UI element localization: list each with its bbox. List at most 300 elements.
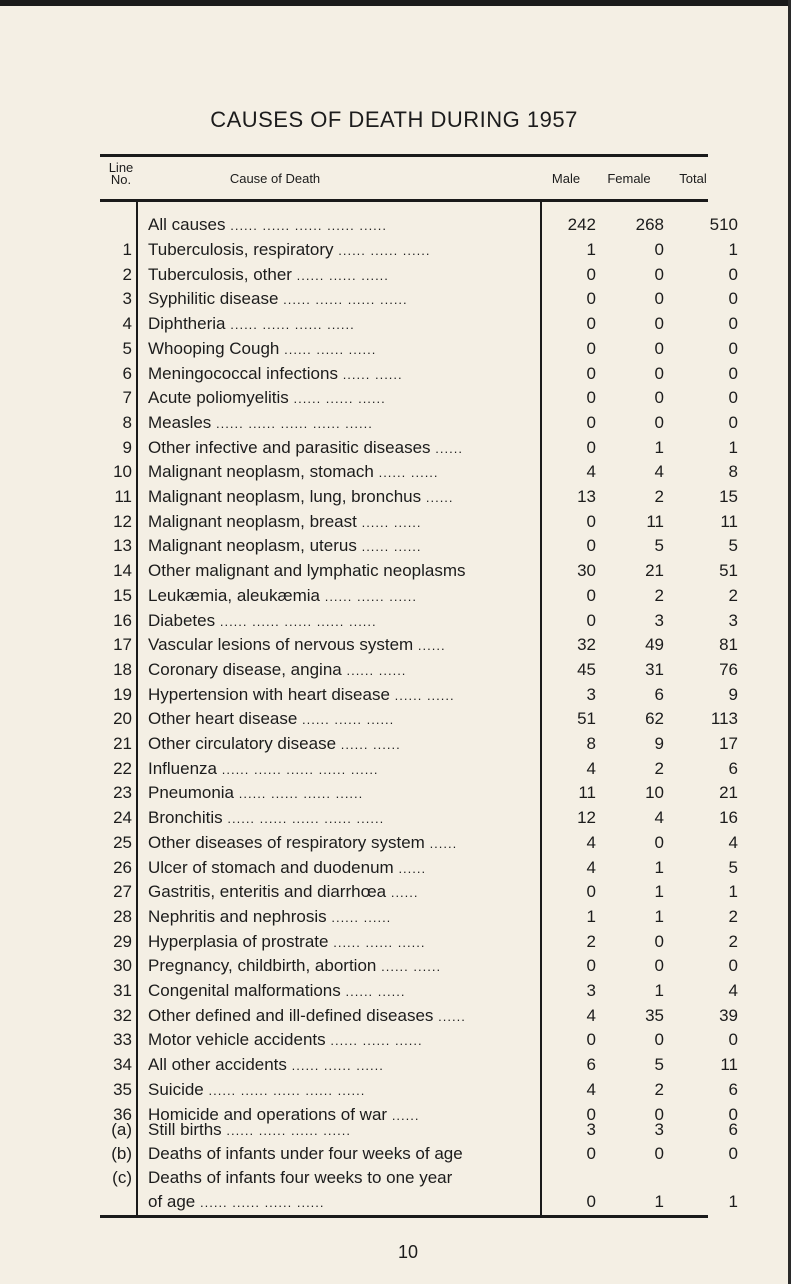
row-number: 21: [113, 734, 132, 753]
female-count: 6: [654, 684, 664, 704]
cause-of-death: [148, 929, 528, 955]
male-count: 3: [586, 684, 596, 704]
cause-of-death: [148, 682, 528, 708]
header-female: Female: [607, 171, 651, 186]
female-count: 10: [645, 783, 664, 803]
cause-of-death: [148, 237, 528, 263]
male-count: 0: [586, 314, 596, 334]
female-count: 3: [654, 610, 664, 630]
male-count: 1: [586, 240, 596, 259]
cause-of-death: [148, 780, 528, 806]
male-count: 0: [586, 882, 596, 902]
table-row: [0, 558, 788, 583]
cause-of-death: [148, 336, 528, 362]
row-number: 16: [113, 610, 132, 630]
female-count: 0: [654, 240, 664, 259]
female-count: 1: [654, 437, 664, 457]
male-count: 0: [586, 1192, 596, 1211]
leader-dots: ...... ...... ......: [330, 1033, 423, 1049]
female-count: 0: [654, 1104, 664, 1124]
cause-label: Other defined and ill-defined diseases: [148, 1005, 434, 1025]
leader-dots: ......: [425, 490, 454, 505]
cause-label: Ulcer of stomach and duodenum: [148, 857, 394, 877]
female-count: 11: [646, 511, 664, 531]
cause-of-death: [148, 311, 528, 337]
table-row: [0, 410, 788, 435]
total-count: 3: [728, 610, 738, 630]
total-count: 4: [728, 981, 738, 1000]
female-count: 0: [654, 264, 664, 284]
leader-dots: ...... ......: [361, 514, 422, 530]
total-count: 6: [728, 1120, 738, 1139]
total-count: 0: [728, 388, 738, 408]
total-count: 0: [728, 338, 738, 358]
row-number: 23: [113, 783, 132, 803]
row-number: 25: [113, 832, 132, 852]
table-row: [0, 855, 788, 880]
leader-dots: ...... ......: [340, 737, 401, 752]
leader-dots: ......: [417, 638, 446, 654]
cause-of-death: [148, 459, 528, 485]
row-number: 5: [122, 338, 132, 358]
cause-of-death: [148, 879, 528, 905]
total-count: 11: [720, 1055, 738, 1075]
female-count: 21: [645, 561, 664, 581]
female-count: 0: [654, 289, 664, 309]
row-number: 33: [113, 1030, 132, 1050]
cause-label: Other circulatory disease: [148, 734, 337, 753]
row-number: 12: [113, 511, 132, 531]
header-total: Total: [679, 171, 707, 186]
total-count: 0: [728, 1144, 738, 1163]
female-count: 0: [654, 363, 664, 383]
table-row: [0, 780, 788, 805]
cause-label: Homicide and operations of war: [148, 1104, 388, 1124]
total-count: 0: [728, 264, 738, 284]
female-count: 3: [654, 1120, 664, 1139]
row-number: 8: [122, 412, 132, 432]
page-number: 10: [397, 1242, 419, 1262]
cause-label: Other infective and parasitic diseases: [148, 437, 431, 457]
total-count: 1: [728, 882, 738, 902]
male-count: 0: [586, 289, 596, 309]
row-number: 31: [113, 981, 132, 1000]
female-count: 2: [654, 1079, 664, 1099]
table-row: [0, 632, 788, 657]
cause-of-death: [148, 632, 528, 658]
female-count: 2: [654, 758, 664, 778]
leader-dots: ...... ...... ......: [296, 267, 389, 283]
table-row: [0, 1077, 788, 1102]
male-count: 4: [586, 1005, 596, 1025]
row-number: (a): [111, 1120, 132, 1139]
cause-label: Measles: [148, 412, 212, 432]
cause-of-death: [148, 385, 528, 411]
cause-of-death: [148, 212, 528, 238]
table-row: [0, 484, 788, 509]
row-number: 36: [113, 1104, 132, 1124]
male-count: 0: [586, 437, 596, 457]
male-count: 0: [586, 338, 596, 358]
leader-dots: ...... ...... ...... ...... ......: [230, 218, 388, 233]
cause-label: Meningococcal infections: [148, 363, 338, 383]
cause-label: Still births: [148, 1120, 222, 1139]
female-count: 0: [654, 1030, 664, 1050]
table-row: [0, 953, 788, 978]
table-row: [0, 608, 788, 633]
row-number: (b): [111, 1144, 132, 1163]
cause-of-death: [148, 435, 528, 461]
male-count: 11: [578, 783, 596, 803]
female-count: 1: [654, 981, 664, 1000]
male-count: 4: [586, 1079, 596, 1099]
cause-label: Suicide: [148, 1079, 204, 1099]
row-number: 1: [122, 240, 132, 259]
total-count: 4: [728, 832, 738, 852]
table-row: [0, 879, 788, 904]
cause-label: Malignant neoplasm, breast: [148, 511, 357, 531]
leader-dots: ...... ...... ...... ...... ......: [216, 415, 373, 431]
row-number: 11: [114, 487, 132, 506]
table-row: [0, 262, 788, 287]
cause-of-death: [148, 361, 528, 387]
male-count: 32: [577, 635, 596, 655]
row-number: 2: [122, 264, 132, 284]
table-row: [0, 1117, 788, 1142]
header-male: Male: [551, 171, 581, 186]
cause-of-death: [148, 608, 528, 634]
total-count: 5: [728, 536, 738, 556]
female-count: 9: [654, 734, 664, 753]
table-row: [0, 929, 788, 954]
total-count: 5: [728, 857, 738, 877]
leader-dots: ...... ......: [378, 465, 439, 481]
table-row: [0, 1165, 788, 1190]
cause-of-death: [148, 756, 528, 782]
leader-dots: ......: [438, 1008, 466, 1024]
table-row: [0, 583, 788, 608]
total-count: 0: [728, 363, 738, 383]
row-number: 4: [122, 314, 132, 334]
male-count: 30: [577, 561, 596, 581]
leader-dots: ...... ...... ...... ...... ......: [219, 613, 377, 629]
cause-label: Pregnancy, childbirth, abortion: [148, 956, 377, 976]
table-row: [0, 978, 788, 1003]
table-row: [0, 657, 788, 682]
leader-dots: ...... ......: [381, 959, 442, 975]
header-bottom-rule: [100, 199, 708, 202]
total-count: 0: [728, 1030, 738, 1050]
total-count: 6: [728, 758, 738, 778]
cause-label: Other malignant and lymphatic neoplasms: [148, 561, 466, 581]
cause-label: Whooping Cough: [148, 338, 280, 358]
row-number: 29: [113, 931, 132, 951]
cause-of-death: [148, 558, 528, 584]
cause-label: Other heart disease: [148, 709, 298, 729]
row-number: 32: [113, 1005, 132, 1025]
cause-of-death: [148, 1077, 528, 1103]
total-count: 0: [728, 956, 738, 976]
table-row: [0, 1052, 788, 1077]
cause-label: Syphilitic disease: [148, 289, 279, 309]
table-row: [0, 756, 788, 781]
male-count: 8: [586, 734, 596, 753]
leader-dots: ......: [398, 860, 427, 876]
total-count: 2: [728, 931, 738, 951]
female-count: 49: [645, 635, 664, 655]
table-row: [0, 237, 788, 262]
row-number: 10: [113, 462, 132, 482]
male-count: 242: [567, 215, 596, 234]
leader-dots: ...... ...... ...... ...... ......: [221, 761, 379, 777]
total-count: 17: [719, 734, 738, 753]
leader-dots: ...... ......: [345, 984, 406, 999]
leader-dots: ...... ...... ......: [324, 588, 417, 604]
female-count: 2: [654, 585, 664, 605]
page-top-rule: [0, 0, 801, 6]
leader-dots: ...... ...... ...... ......: [226, 1123, 351, 1138]
male-count: 0: [586, 264, 596, 284]
female-count: 268: [635, 215, 664, 234]
total-count: 39: [719, 1005, 738, 1025]
total-count: 15: [719, 487, 738, 506]
row-number: 24: [113, 808, 132, 828]
cause-of-death: [148, 533, 528, 559]
total-count: 6: [728, 1079, 738, 1099]
cause-label: Nephritis and nephrosis: [148, 906, 327, 926]
male-count: 0: [586, 610, 596, 630]
leader-dots: ...... ...... ...... ......: [238, 786, 364, 802]
row-number: 28: [113, 906, 132, 926]
male-count: 0: [586, 388, 596, 408]
row-number: 6: [122, 363, 132, 383]
cause-of-death: [148, 904, 528, 930]
female-count: 0: [654, 338, 664, 358]
row-number: 19: [113, 684, 132, 704]
total-count: 76: [719, 659, 738, 679]
male-count: 3: [586, 1120, 596, 1139]
cause-of-death: [148, 657, 528, 683]
cause-of-death: [148, 1027, 528, 1053]
header-line-no: Line No.: [108, 160, 134, 187]
cause-label: Deaths of infants under four weeks of age: [148, 1144, 463, 1163]
leader-dots: ...... ...... ......: [333, 934, 426, 950]
leader-dots: ...... ......: [394, 687, 455, 703]
table-row: [0, 459, 788, 484]
female-count: 5: [654, 536, 664, 556]
cause-of-death: [148, 1052, 528, 1078]
leader-dots: ...... ......: [331, 909, 392, 925]
cause-of-death: [148, 286, 528, 312]
male-count: 4: [586, 758, 596, 778]
table-row: [0, 1027, 788, 1052]
cause-label: All causes: [148, 215, 226, 234]
total-count: 0: [728, 412, 738, 432]
cause-label: Diabetes: [148, 610, 216, 630]
cause-of-death: [148, 805, 528, 831]
cause-label: Acute poliomyelitis: [148, 388, 289, 408]
cause-of-death: [148, 978, 528, 1004]
leader-dots: ......: [391, 1107, 420, 1123]
row-number: 14: [113, 561, 132, 581]
female-count: 0: [654, 931, 664, 951]
female-count: 0: [654, 956, 664, 976]
female-count: 0: [654, 314, 664, 334]
male-count: 2: [586, 931, 596, 951]
cause-of-death: [148, 706, 528, 732]
female-count: 62: [645, 709, 664, 729]
cause-label: Deaths of infants four weeks to one year: [148, 1168, 453, 1187]
female-count: 0: [654, 832, 664, 852]
table-row: [0, 904, 788, 929]
table-row: [0, 830, 788, 855]
total-count: 2: [728, 585, 738, 605]
leader-dots: ...... ...... ......: [338, 243, 431, 258]
male-count: 4: [586, 462, 596, 482]
cause-of-death: [148, 830, 528, 856]
cause-of-death: [148, 484, 528, 510]
page-title: CAUSES OF DEATH DURING 1957: [210, 106, 578, 132]
page-edge: [788, 0, 801, 1284]
male-count: 0: [586, 412, 596, 432]
row-number: 18: [113, 659, 132, 679]
female-count: 2: [654, 487, 664, 506]
female-count: 0: [654, 412, 664, 432]
row-number: 13: [113, 536, 132, 556]
row-number: 35: [113, 1079, 132, 1099]
table-row: [0, 286, 788, 311]
leader-dots: ......: [435, 440, 463, 456]
male-count: 0: [586, 511, 596, 531]
total-count: 2: [728, 906, 738, 926]
cause-label: Gastritis, enteritis and diarrhœa: [148, 882, 387, 902]
leader-dots: ......: [390, 885, 419, 901]
table-row: [0, 706, 788, 731]
cause-of-death: [148, 855, 528, 881]
row-number: (c): [112, 1168, 132, 1187]
leader-dots: ...... ...... ...... ...... ......: [227, 811, 385, 827]
male-count: 1: [586, 906, 596, 926]
row-number: 3: [122, 289, 132, 309]
leader-dots: ...... ...... ......: [284, 341, 377, 357]
total-count: 11: [720, 511, 738, 531]
leader-dots: ...... ...... ...... ......: [200, 1195, 325, 1210]
cause-of-death: [148, 731, 528, 757]
table-row: [0, 311, 788, 336]
male-count: 0: [586, 585, 596, 605]
total-count: 9: [728, 684, 738, 704]
leader-dots: ...... ......: [342, 366, 403, 382]
male-count: 13: [577, 487, 596, 506]
row-number: 20: [113, 709, 132, 729]
cause-label: Pneumonia: [148, 783, 235, 803]
male-count: 4: [586, 857, 596, 877]
cause-label: Tuberculosis, other: [148, 264, 292, 284]
male-count: 4: [586, 832, 596, 852]
total-count: 16: [719, 808, 738, 828]
female-count: 5: [654, 1055, 664, 1075]
row-number: 34: [113, 1055, 132, 1075]
row-number: 30: [113, 956, 132, 976]
cause-label: Diphtheria: [148, 314, 226, 334]
cause-label: Congenital malformations: [148, 981, 341, 1000]
cause-label: Other diseases of respiratory system: [148, 832, 425, 852]
table-row: [0, 1003, 788, 1028]
cause-label: Vascular lesions of nervous system: [148, 635, 414, 655]
female-count: 4: [654, 808, 664, 828]
cause-label: Leukæmia, aleukæmia: [148, 585, 320, 605]
leader-dots: ...... ......: [346, 662, 407, 678]
male-count: 0: [586, 1144, 596, 1163]
cause-of-death: [148, 410, 528, 436]
male-count: 0: [586, 956, 596, 976]
header-top-rule: [100, 154, 708, 157]
leader-dots: ...... ...... ......: [293, 391, 386, 407]
table-row: [0, 731, 788, 756]
male-count: 0: [586, 536, 596, 556]
cause-label: Malignant neoplasm, lung, bronchus: [148, 487, 422, 506]
cause-label: Malignant neoplasm, stomach: [148, 462, 374, 482]
female-count: 0: [654, 388, 664, 408]
cause-label: Coronary disease, angina: [148, 659, 342, 679]
total-count: 1: [728, 437, 738, 457]
female-count: 1: [654, 857, 664, 877]
female-count: 4: [654, 462, 664, 482]
cause-of-death: [148, 953, 528, 979]
female-count: 1: [654, 1192, 664, 1211]
female-count: 1: [654, 906, 664, 926]
table-row: [0, 805, 788, 830]
row-number: 9: [122, 437, 132, 457]
table-row: [0, 212, 788, 237]
cause-label: Malignant neoplasm, uterus: [148, 536, 357, 556]
row-number: 15: [113, 585, 132, 605]
total-count: 0: [728, 1104, 738, 1124]
total-count: 1: [728, 1192, 738, 1211]
male-count: 12: [577, 808, 596, 828]
female-count: 31: [645, 659, 664, 679]
table-row: [0, 1189, 788, 1214]
cause-of-death: [148, 262, 528, 288]
male-count: 3: [586, 981, 596, 1000]
table-row: [0, 435, 788, 460]
leader-dots: ...... ...... ...... ...... ......: [208, 1082, 366, 1098]
cause-label: Tuberculosis, respiratory: [148, 240, 334, 259]
total-count: 51: [719, 561, 738, 581]
total-count: 510: [709, 215, 738, 234]
row-number: 26: [113, 857, 132, 877]
total-count: 0: [728, 314, 738, 334]
row-number: 27: [113, 882, 132, 902]
total-count: 81: [719, 635, 738, 655]
table-row: [0, 533, 788, 558]
cause-of-death: [148, 1165, 528, 1191]
cause-of-death: [148, 1117, 528, 1143]
female-count: 35: [645, 1005, 664, 1025]
male-count: 6: [586, 1055, 596, 1075]
cause-of-death: [148, 1003, 528, 1029]
cause-of-death: [148, 583, 528, 609]
total-count: 113: [710, 709, 738, 729]
cause-label: Hyperplasia of prostrate: [148, 931, 329, 951]
leader-dots: ...... ......: [361, 539, 422, 555]
leader-dots: ...... ...... ......: [291, 1058, 384, 1074]
cause-label: Hypertension with heart disease: [148, 684, 390, 704]
table-row: [0, 1141, 788, 1166]
cause-label: Motor vehicle accidents: [148, 1030, 326, 1050]
male-count: 45: [577, 659, 596, 679]
row-number: 17: [113, 635, 132, 655]
